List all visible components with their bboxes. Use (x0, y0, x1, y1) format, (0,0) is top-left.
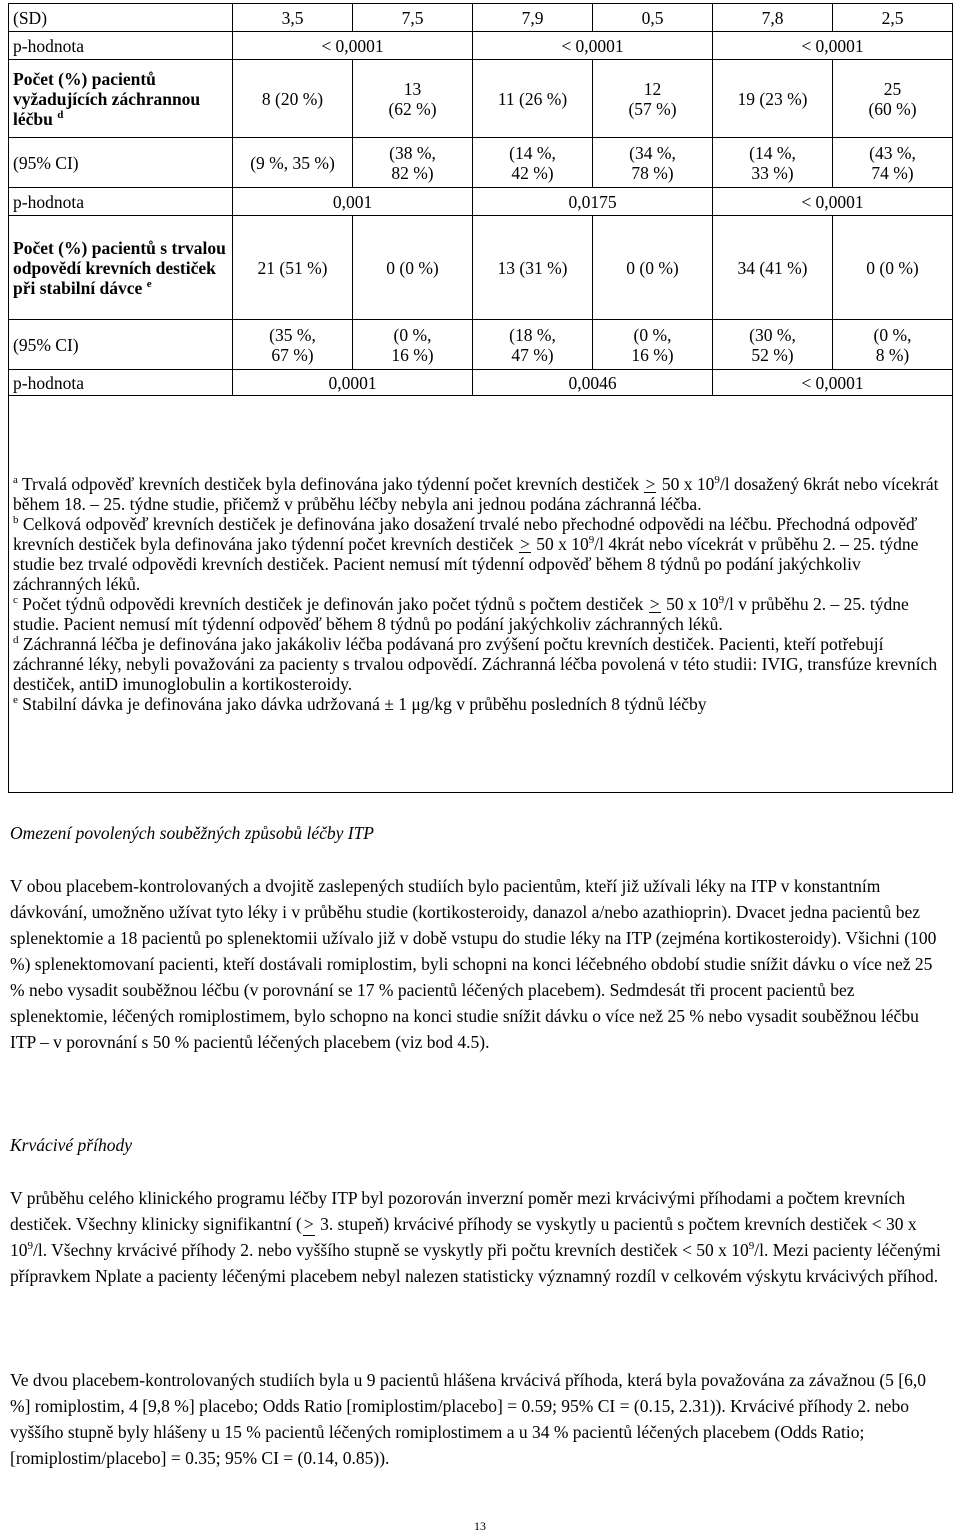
table-cell: (34 %, 78 %) (593, 138, 713, 188)
paragraph-bleeding: V průběhu celého klinického programu léčby ITP byl pozorován inverzní poměr mezi krvácivými příhodami a počtem krevních destiček. Všechny klinicky signifikantní ( > 3. stupeň) krvácivé příhody se vyskytly u pacientů s počtem krevních destiček < 30 x $10^9/l$. Všechny krvácivé příhody 2. nebo vyššího stupně se vyskytly při počtu krevních destiček < 50 x $10^9/l$. Mezi pacienty léčenými přípravkem Nplate a pacienty léčenými placebem nebyl nalezen statisticky významný rozdíl v celkovém výskytu krvácivých příhod. (10, 1188, 941, 1286)
footnote-marker: d (57, 108, 64, 121)
table-row-pvalue (9, 188, 953, 216)
table-cell: (0 %, 16 %) (353, 320, 473, 370)
greater-equal-symbol: > (518, 534, 532, 554)
table-cell: 25 (60 %) (833, 60, 953, 138)
paragraph-concomitant: V obou placebem-kontrolovaných a dvojitě zaslepených studiích bylo pacientům, kteří již užívali léky na ITP v konstantním dávkování, umožněno užívat tyto léky i v průběhu studie (kortikosteroidy, danazol a/nebo azathioprin). Dvacet jedna pacientů bez splenektomie a 18 pacientů po splenektomii užívalo již v době vstupu do studie léky na ITP (zejména kortikosteroidy). Všichni (100 %) splenektomovaní pacienti, kteří dostávali romiplostim, byli schopni na konci léčebného období studie snížit dávku o více než 25 % nebo vysadit souběžnou léčbu (v porovnání se 17 % pacientů léčených placebem). Sedmdesát tři procent pacientů bez splenektomie, léčených romiplostimem, bylo schopno na konci studie snížit dávku o více než 25 % nebo vysadit souběžnou léčbu ITP – v porovnání s 50 % pacientů léčených placebem (viz bod 4.5). (10, 876, 937, 1052)
table-cell: 0,0001 (233, 370, 473, 396)
table-cell: 7,9 (473, 4, 593, 32)
footnote-marker: e (146, 277, 152, 290)
page-number: 13 (474, 1519, 486, 1533)
table-row-sd (9, 4, 953, 32)
table-cell: 0 (0 %) (353, 216, 473, 320)
section-heading (10, 820, 942, 846)
table-cell: < 0,0001 (713, 188, 953, 216)
row-label: (95% CI) (9, 320, 233, 370)
table-cell: (9 %, 35 %) (233, 138, 353, 188)
table-row-ci (9, 138, 953, 188)
table-cell: (14 %, 42 %) (473, 138, 593, 188)
row-label: (SD) (9, 4, 233, 32)
table-cell: (30 %, 52 %) (713, 320, 833, 370)
table-cell: 19 (23 %) (713, 60, 833, 138)
table-cell: < 0,0001 (713, 32, 953, 60)
table-cell: 8 (20 %) (233, 60, 353, 138)
footnote-d: $^d$ Záchranná léčba je definována jako jakákoliv léčba podávaná pro zvýšení počtu krevních destiček. Pacienti, kteří potřebují záchranné léky, nebyli považováni za pacienty s trvalou odpovědí. Záchranná léčba povolená v této studii: IVIG, transfúze krevních destiček, antiD imunoglobulin a kortikosteroidy. (13, 634, 938, 694)
table-cell: < 0,0001 (233, 32, 473, 60)
table-cell: 0,0046 (473, 370, 713, 396)
footnote-c: $^c$ Počet týdnů odpovědi krevních destiček je definován jako počet týdnů s počtem destiček > 50 x $10^9/l$ v průběhu 2. – 25. týdne studie. Pacient nemusí mít týdenní odpověď během 8 týdnů po podání jakýchkoliv záchranných léků. (13, 594, 909, 634)
table-cell: < 0,0001 (473, 32, 713, 60)
table-cell: 12 (57 %) (593, 60, 713, 138)
table-cell: (0 %, 8 %) (833, 320, 953, 370)
table-cell: 7,5 (353, 4, 473, 32)
table-cell: 34 (41 %) (713, 216, 833, 320)
table-cell: (43 %, 74 %) (833, 138, 953, 188)
row-label: p-hodnota (9, 32, 233, 60)
greater-equal-symbol: > (648, 594, 662, 614)
row-label-text: Počet (%) pacientů s trvalou odpovědí krevních destiček při stabilní dávce (13, 237, 226, 298)
row-label (9, 60, 233, 138)
table-footnotes (9, 396, 953, 793)
table-cell: < 0,0001 (713, 370, 953, 396)
table-cell: 0 (0 %) (833, 216, 953, 320)
table-cell: 3,5 (233, 4, 353, 32)
table-row-pvalue (9, 32, 953, 60)
table-cell: 7,8 (713, 4, 833, 32)
table-cell: (18 %, 47 %) (473, 320, 593, 370)
table-cell: 11 (26 %) (473, 60, 593, 138)
section-heading (10, 1132, 942, 1158)
table-cell: (0 %, 16 %) (593, 320, 713, 370)
results-table (8, 3, 953, 793)
footnote-e: $^e$ Stabilní dávka je definována jako dávka udržovaná ± 1 μg/kg v průběhu posledních 8 týdnů léčby (13, 694, 707, 714)
table-cell: (38 %, 82 %) (353, 138, 473, 188)
heading-bleeding: Krvácivé příhody (10, 1135, 132, 1155)
greater-equal-symbol: > (643, 474, 657, 494)
table-row-pvalue (9, 370, 953, 396)
table-cell: 0,5 (593, 4, 713, 32)
table-cell: 13 (62 %) (353, 60, 473, 138)
table-row-rescue (9, 60, 953, 138)
table-cell: 2,5 (833, 4, 953, 32)
row-label: p-hodnota (9, 188, 233, 216)
table-cell: 13 (31 %) (473, 216, 593, 320)
heading-concomitant: Omezení povolených souběžných způsobů léčby ITP (10, 823, 374, 843)
table-cell: 0,0175 (473, 188, 713, 216)
table-row-ci (9, 320, 953, 370)
row-label: p-hodnota (9, 370, 233, 396)
row-label: (95% CI) (9, 138, 233, 188)
footnote-a: $^a$ Trvalá odpověď krevních destiček byla definována jako týdenní počet krevních destiček > 50 x $10^9/l$ dosažený 6krát nebo vícekrát během 18. – 25. týdne studie, přičemž v průběhu léčby nebyla ani jednou podána záchranná léčba. (13, 474, 939, 514)
table-row-durable (9, 216, 953, 320)
row-label (9, 216, 233, 320)
footnote-b: $^b$ Celková odpověď krevních destiček je definována jako dosažení trvalé nebo přechodné odpovědi na léčbu. Přechodná odpověď krevních destiček byla definována jako týdenní počet krevních destiček > 50 x $10^9/l$ 4krát nebo vícekrát v průběhu 2. – 25. týdne studie bez trvalé odpovědi krevních destiček. Pacient nemusí mít týdenní odpověď během 8 týdnů po podání jakýchkoliv záchranných léků. (13, 514, 919, 594)
greater-equal-symbol: > (302, 1211, 316, 1237)
table-cell: (14 %, 33 %) (713, 138, 833, 188)
table-cell: 0 (0 %) (593, 216, 713, 320)
paragraph-serious-bleeding: Ve dvou placebem-kontrolovaných studiích byla u 9 pacientů hlášena krvácivá příhoda, která byla považována za závažnou (5 [6,0 %] romiplostim, 4 [9,8 %] placebo; Odds Ratio [romiplostim/placebo] = 0.59; 95% CI = (0.15, 2.31)). Krvácivé příhody 2. nebo vyššího stupně byly hlášeny u 15 % pacientů léčených romiplostimem a u 34 % pacientů léčených placebem (Odds Ratio; [romiplostim/placebo] = 0.35; 95% CI = (0.14, 0.85)). (10, 1370, 926, 1468)
table-cell: 0,001 (233, 188, 473, 216)
row-label-text: Počet (%) pacientů vyžadujících záchrannou léčbu (13, 68, 201, 129)
table-cell: 21 (51 %) (233, 216, 353, 320)
table-cell: (35 %, 67 %) (233, 320, 353, 370)
